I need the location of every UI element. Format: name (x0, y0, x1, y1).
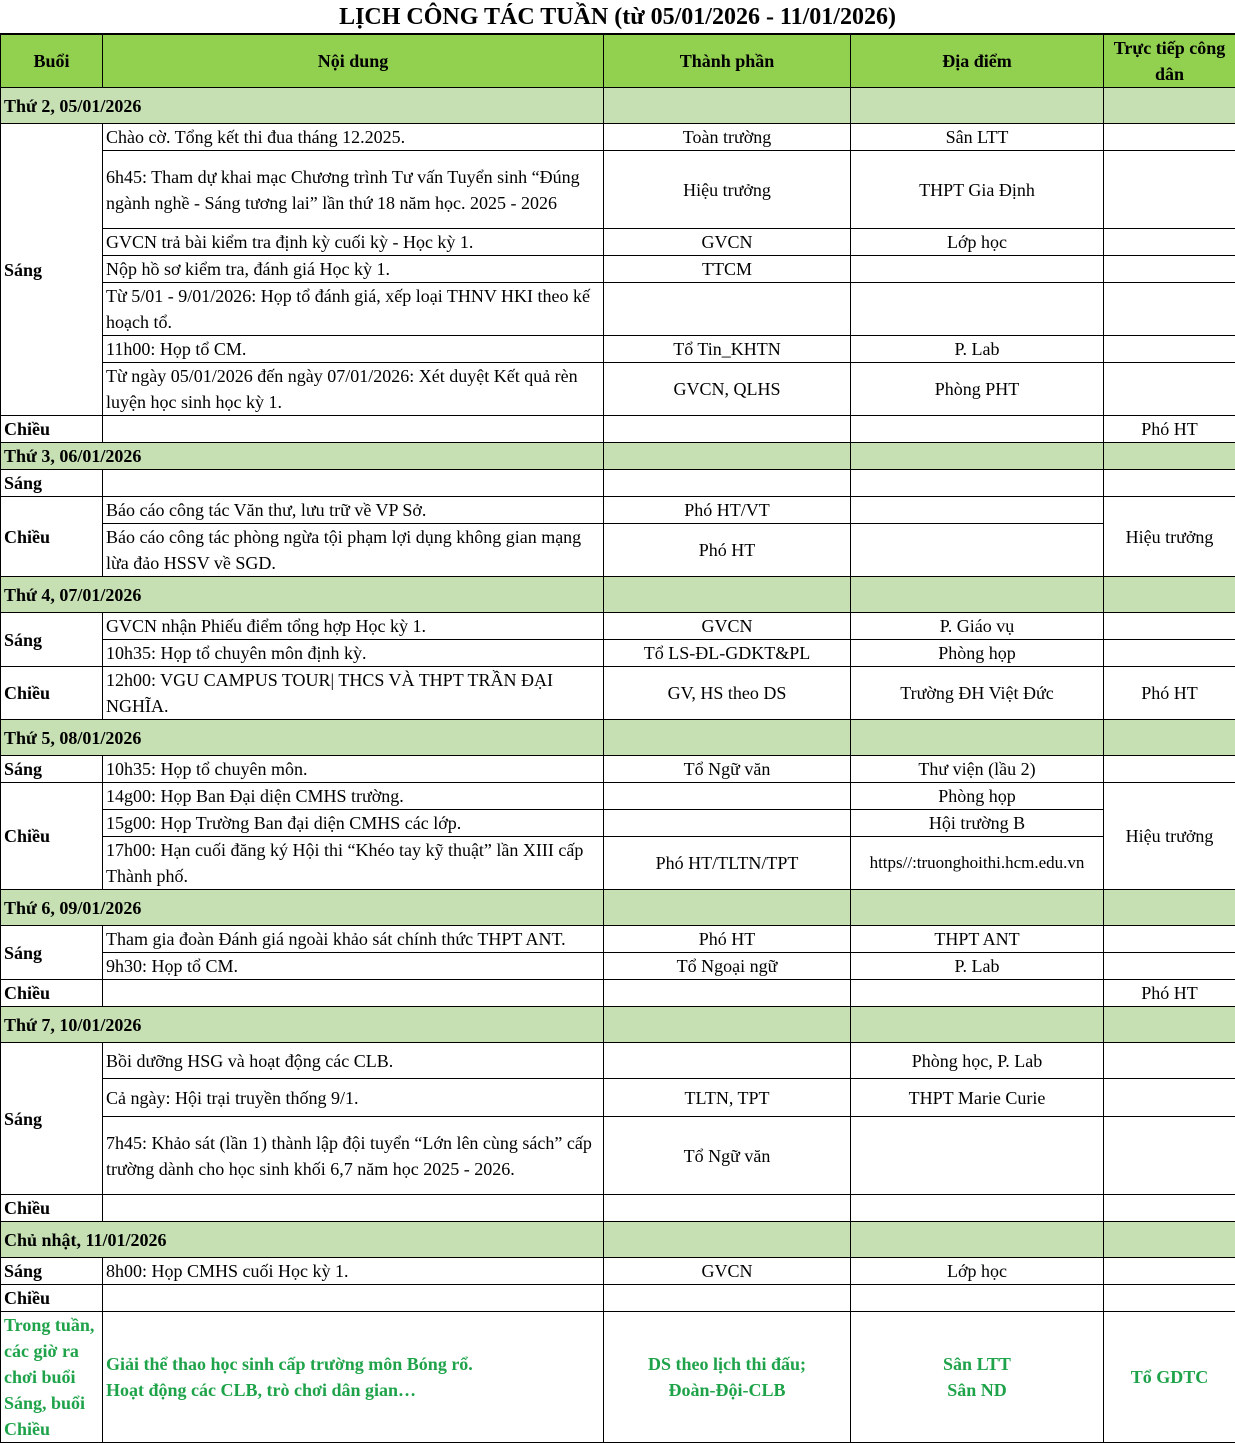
week-participants-line-2: Đoàn-Đội-CLB (607, 1377, 847, 1403)
row-location: P. Lab (851, 336, 1104, 363)
table-row (1, 1195, 1235, 1222)
table-row (1, 783, 1235, 810)
row-location: THPT ANT (851, 926, 1104, 953)
row-content: Từ 5/01 - 9/01/2026: Họp tổ đánh giá, xếp loại THNV HKI theo kế hoạch tổ. (103, 283, 604, 336)
row-content: GVCN trả bài kiểm tra định kỳ cuối kỳ - Học kỳ 1. (103, 229, 604, 256)
header-row (1, 35, 1235, 88)
table-row (1, 640, 1235, 667)
row-content: Từ ngày 05/01/2026 đến ngày 07/01/2026: Xét duyệt Kết quả rèn luyện học sinh học kỳ 1. (103, 363, 604, 416)
row-content: Tham gia đoàn Đánh giá ngoài khảo sát chính thức THPT ANT. (103, 926, 604, 953)
day-row (1, 1222, 1235, 1258)
session-label: Sáng (1, 926, 103, 980)
table-row (1, 283, 1235, 336)
table-row (1, 837, 1235, 890)
row-location: Trường ĐH Việt Đức (851, 667, 1104, 720)
day-row (1, 890, 1235, 926)
row-content: 8h00: Họp CMHS cuối Học kỳ 1. (103, 1258, 604, 1285)
session-label: Sáng (1, 756, 103, 783)
week-participants-line-1: DS theo lịch thi đấu; (607, 1351, 847, 1377)
table-row (1, 1258, 1235, 1285)
schedule-table (0, 34, 1235, 1443)
session-label: Sáng (1, 1043, 103, 1195)
day-label: Thứ 6, 09/01/2026 (1, 890, 604, 926)
table-row (1, 416, 1235, 443)
row-location: Lớp học (851, 1258, 1104, 1285)
row-participants: Tổ Ngoại ngữ (604, 953, 851, 980)
session-label: Chiều (1, 980, 103, 1007)
day-label: Thứ 2, 05/01/2026 (1, 88, 604, 124)
week-location-line-1: Sân LTT (854, 1351, 1100, 1377)
row-content: 11h00: Họp tổ CM. (103, 336, 604, 363)
table-row (1, 667, 1235, 720)
table-row (1, 470, 1235, 497)
table-row (1, 810, 1235, 837)
day-row (1, 720, 1235, 756)
row-duty: Hiệu trưởng (1104, 497, 1235, 577)
row-content: Báo cáo công tác Văn thư, lưu trữ về VP Sở. (103, 497, 604, 524)
row-content: 14g00: Họp Ban Đại diện CMHS trường. (103, 783, 604, 810)
session-label: Chiều (1, 667, 103, 720)
row-location: Phòng họp (851, 640, 1104, 667)
row-content: Cả ngày: Hội trại truyền thống 9/1. (103, 1079, 604, 1117)
session-label: Chiều (1, 783, 103, 890)
table-row (1, 980, 1235, 1007)
header-thanh-phan: Thành phần (604, 35, 851, 88)
row-duty: Hiệu trưởng (1104, 783, 1235, 890)
table-row (1, 524, 1235, 577)
row-content: 6h45: Tham dự khai mạc Chương trình Tư vấn Tuyển sinh “Đúng ngành nghề - Sáng tương lai” lần thứ 18 năm học. 2025 - 2026 (103, 151, 604, 229)
table-row (1, 256, 1235, 283)
table-row (1, 497, 1235, 524)
day-row (1, 88, 1235, 124)
row-content: Chào cờ. Tổng kết thi đua tháng 12.2025. (103, 124, 604, 151)
row-participants: Toàn trường (604, 124, 851, 151)
row-participants: Phó HT (604, 524, 851, 577)
session-label: Chiều (1, 497, 103, 577)
row-location: THPT Gia Định (851, 151, 1104, 229)
row-location: Hội trường B (851, 810, 1104, 837)
table-row (1, 1285, 1235, 1312)
row-location-link: https//:truonghoithi.hcm.edu.vn (851, 837, 1104, 890)
row-duty: Phó HT (1104, 416, 1235, 443)
row-location: Sân LTT (851, 124, 1104, 151)
row-location: Thư viện (lầu 2) (851, 756, 1104, 783)
row-content: GVCN nhận Phiếu điểm tổng hợp Học kỳ 1. (103, 613, 604, 640)
table-row (1, 124, 1235, 151)
table-row (1, 1117, 1235, 1195)
row-participants: Tổ LS-ĐL-GDKT&PL (604, 640, 851, 667)
row-content: 10h35: Họp tổ chuyên môn định kỳ. (103, 640, 604, 667)
week-label: Trong tuần, các giờ ra chơi buổi Sáng, buổi Chiều (1, 1312, 103, 1443)
week-location-line-2: Sân ND (854, 1377, 1100, 1403)
day-label: Thứ 5, 08/01/2026 (1, 720, 604, 756)
row-duty: Phó HT (1104, 980, 1235, 1007)
row-participants: GVCN, QLHS (604, 363, 851, 416)
session-label: Chiều (1, 1195, 103, 1222)
page-title: LỊCH CÔNG TÁC TUẦN (từ 05/01/2026 - 11/01/2026) (0, 0, 1235, 34)
week-content-line-1: Giải thể thao học sinh cấp trường môn Bóng rổ. (106, 1351, 600, 1377)
table-row (1, 151, 1235, 229)
week-duty: Tổ GDTC (1104, 1312, 1235, 1443)
row-participants: Tổ Ngữ văn (604, 1117, 851, 1195)
row-participants: GVCN (604, 613, 851, 640)
table-row (1, 1043, 1235, 1079)
day-row (1, 443, 1235, 470)
header-buoi: Buổi (1, 35, 103, 88)
week-content-line-2: Hoạt động các CLB, trò chơi dân gian… (106, 1377, 600, 1403)
row-duty: Phó HT (1104, 667, 1235, 720)
day-row (1, 577, 1235, 613)
row-content: 7h45: Khảo sát (lần 1) thành lập đội tuyển “Lớn lên cùng sách” cấp trường dành cho học sinh khối 6,7 năm học 2025 - 2026. (103, 1117, 604, 1195)
session-label: Chiều (1, 1285, 103, 1312)
row-location: THPT Marie Curie (851, 1079, 1104, 1117)
row-location: Lớp học (851, 229, 1104, 256)
day-label: Thứ 3, 06/01/2026 (1, 443, 604, 470)
row-location: Phòng PHT (851, 363, 1104, 416)
row-participants: GVCN (604, 1258, 851, 1285)
header-dia-diem: Địa điểm (851, 35, 1104, 88)
session-label: Sáng (1, 470, 103, 497)
row-participants: Phó HT (604, 926, 851, 953)
row-location: P. Giáo vụ (851, 613, 1104, 640)
row-content: Nộp hồ sơ kiểm tra, đánh giá Học kỳ 1. (103, 256, 604, 283)
day-label: Thứ 7, 10/01/2026 (1, 1007, 604, 1043)
table-row (1, 926, 1235, 953)
header-noi-dung: Nội dung (103, 35, 604, 88)
table-row (1, 1079, 1235, 1117)
row-participants: GV, HS theo DS (604, 667, 851, 720)
row-content: 10h35: Họp tổ chuyên môn. (103, 756, 604, 783)
day-row (1, 1007, 1235, 1043)
session-label: Chiều (1, 416, 103, 443)
row-participants: Hiệu trưởng (604, 151, 851, 229)
table-row (1, 363, 1235, 416)
table-row (1, 953, 1235, 980)
session-label: Sáng (1, 1258, 103, 1285)
row-content: Báo cáo công tác phòng ngừa tội phạm lợi dụng không gian mạng lừa đảo HSSV về SGD. (103, 524, 604, 577)
day-label: Thứ 4, 07/01/2026 (1, 577, 604, 613)
row-location: Phòng học, P. Lab (851, 1043, 1104, 1079)
row-participants: Phó HT/TLTN/TPT (604, 837, 851, 890)
row-participants: TTCM (604, 256, 851, 283)
row-participants: Phó HT/VT (604, 497, 851, 524)
row-location: Phòng họp (851, 783, 1104, 810)
table-row (1, 613, 1235, 640)
table-row (1, 336, 1235, 363)
row-content: 17h00: Hạn cuối đăng ký Hội thi “Khéo tay kỹ thuật” lần XIII cấp Thành phố. (103, 837, 604, 890)
session-label: Sáng (1, 613, 103, 667)
row-content: 12h00: VGU CAMPUS TOUR| THCS VÀ THPT TRẦN ĐẠI NGHĨA. (103, 667, 604, 720)
row-location: P. Lab (851, 953, 1104, 980)
row-participants: GVCN (604, 229, 851, 256)
row-content: 9h30: Họp tổ CM. (103, 953, 604, 980)
row-participants: Tổ Tin_KHTN (604, 336, 851, 363)
row-content: 15g00: Họp Trường Ban đại diện CMHS các lớp. (103, 810, 604, 837)
header-truc-tiep-cong-dan: Trực tiếp công dân (1104, 35, 1235, 88)
row-participants: Tổ Ngữ văn (604, 756, 851, 783)
day-label: Chủ nhật, 11/01/2026 (1, 1222, 604, 1258)
row-participants: TLTN, TPT (604, 1079, 851, 1117)
row-content: Bồi dưỡng HSG và hoạt động các CLB. (103, 1043, 604, 1079)
table-row (1, 756, 1235, 783)
session-label: Sáng (1, 124, 103, 416)
table-row (1, 229, 1235, 256)
